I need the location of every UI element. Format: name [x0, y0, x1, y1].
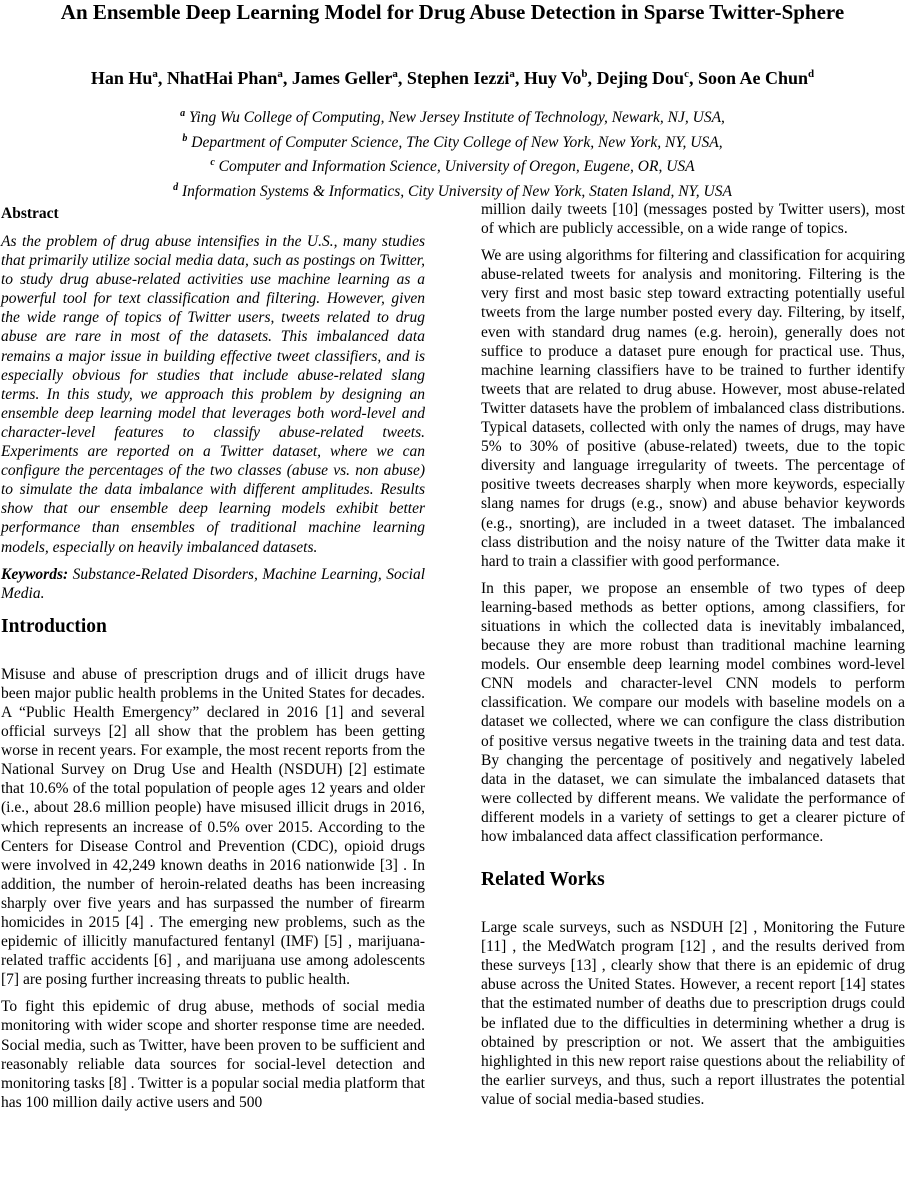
introduction-paragraph: We are using algorithms for filtering and classification for acquiring abuse-related tweets for analysis and monitoring. Filtering is the very first and most basic step toward extracting potentially useful tweets from the large number posted every day. Filtering, by itself, even with standard drug names (e.g. heroin), generally does not suffice to produce a dataset pure enough for practical use. Thus, machine learning classifiers have to be trained to further identify tweets that are related to drug abuse. However, most abuse-related Twitter datasets have the problem of imbalanced class distributions. Typical datasets, collected with only the names of drugs, may have 5% to 30% of positive (abuse-related) tweets, due to the topic diversity and language irregularity of tweets. The percentage of positive tweets decreases sharply when more keywords, especially slang names for drugs (e.g., snow) and abuse behavior keywords (e.g., snorting), are included in a tweet dataset. The imbalanced class distribution and the noisy nature of the Twitter data make it hard to train a classifier with good performance.: [481, 247, 905, 570]
affiliation-list: [0, 104, 905, 202]
author-affiliation-mark: b: [581, 68, 588, 80]
introduction-paragraph: Misuse and abuse of prescription drugs and of illicit drugs have been major public health problems in the United States for decades. A “Public Health Emergency” declared in 2016 [1] and several official surveys [2] all show that the problem has been getting worse in recent years. For example, the most recent reports from the National Survey on Drug Use and Health (NSDUH) [2] estimate that 10.6% of the total population of people ages 12 years and older (i.e., about 28.6 million people) have misused illicit drugs in 2016, which represents an increase of 0.5% over 2015. According to the Centers for Disease Control and Prevention (CDC), opioid drugs were involved in 42,249 known deaths in 2016 nationwide [3] . In addition, the number of heroin-related deaths has been increasing sharply over five years and has surpassed the number of firearm homicides in 2015 [4] . The emerging new problems, such as the epidemic of illicitly manufactured fentanyl (IMF) [5] , marijuana-related traffic accidents [6] , and marijuana use among adolescents [7] are posing further increasing threats to public health.: [1, 665, 425, 989]
author: NhatHai Phan: [166, 68, 278, 88]
abstract-text: As the problem of drug abuse intensifies in the U.S., many studies that primarily utilize social media data, such as postings on Twitter, to study drug abuse-related activities use machine learning as a powerful tool for text classification and filtering. However, given the wide range of topics of Twitter users, tweets related to drug abuse are rare in most of the datasets. This imbalanced data remains a major issue in building effective tweet classifiers, and is especially obvious for studies that include abuse-related slang terms. In this study, we approach this problem by designing an ensemble deep learning model that leverages both word-level and character-level features to classify abuse-related tweets. Experiments are reported on a Twitter dataset, where we can configure the percentages of the two classes (abuse vs. non abuse) to simulate the data imbalance with different amplitudes. Results show that our ensemble deep learning models exhibit better performance than ensembles of traditional machine learning models, especially on heavily imbalanced datasets.: [1, 233, 425, 556]
abstract-heading: Abstract: [1, 205, 59, 222]
related-works-paragraph: Large scale surveys, such as NSDUH [2] , Monitoring the Future [11] , the MedWatch program [12] , and the results derived from these surveys [13] , clearly show that there is an epidemic of drug abuse across the United States. However, a recent report [14] states that the estimated number of deaths due to prescription drugs could be inflated due to the difficulties in determining whether a drug is obtained by prescription or not. We assert that the ambiguities highlighted in this new report raise questions about the reliability of the earlier surveys, and thus, such a report illustrates the potential value of social media-based studies.: [481, 919, 905, 1108]
author-affiliation-mark: a: [152, 68, 158, 80]
author-affiliation-mark: c: [684, 68, 689, 80]
affiliation: $^b$ Department of Computer Science, The City College of New York, New York, NY, USA,: [182, 132, 723, 151]
right-column: [481, 200, 905, 1117]
left-column: [1, 200, 425, 1120]
introduction-paragraph: To fight this epidemic of drug abuse, methods of social media monitoring with wider scope and shorter response time are needed. Social media, such as Twitter, have been proven to be sufficient and reasonably reliable data sources for social-level detection and monitoring tasks [8] . Twitter is a popular social media platform that has 100 million daily active users and 500: [1, 998, 425, 1111]
paper-title: An Ensemble Deep Learning Model for Drug Abuse Detection in Sparse Twitter-Sphere: [60, 0, 845, 24]
author-affiliation-mark: a: [509, 68, 515, 80]
author: Stephen Iezzi: [406, 68, 510, 88]
author: Dejing Dou: [596, 68, 685, 88]
affiliation: $^d$ Information Systems & Informatics, City University of New York, Staten Island, NY, USA: [173, 181, 732, 200]
keywords-label: Keywords:: [1, 565, 69, 583]
author: Han Hu: [90, 68, 153, 88]
author-affiliation-mark: a: [392, 68, 398, 80]
author: Huy Vo: [523, 68, 582, 88]
introduction-paragraph: In this paper, we propose an ensemble of two types of deep learning-based methods as better options, among classifiers, for situations in which the collected data is inevitably imbalanced, because they are more robust than traditional machine learning models. Our ensemble deep learning model combines word-level CNN models and character-level CNN models to perform classification. We compare our models with baseline models on a dataset we collected, where we can configure the class distribution of positive versus negative tweets in the training data and test data. By changing the percentage of positively and negatively labeled data in the dataset, we can simulate the imbalanced datasets that were collected by different means. We validate the performance of different models in a variety of settings to get a clearer picture of how imbalanced data affect classification performance.: [481, 579, 905, 845]
keywords: [1, 565, 425, 603]
related-works-heading: Related Works: [481, 869, 605, 891]
author-affiliation-mark: a: [277, 68, 283, 80]
introduction-paragraph: million daily tweets [10] (messages posted by Twitter users), most of which are publicly accessible, on a wide range of topics.: [481, 201, 905, 238]
affiliation: $^a$ Ying Wu College of Computing, New Jersey Institute of Technology, Newark, NJ, USA,: [180, 108, 725, 127]
author-affiliation-mark: d: [808, 68, 815, 80]
keywords-text: Substance-Related Disorders, Machine Learning, Social Media.: [1, 565, 425, 602]
introduction-heading: Introduction: [1, 615, 107, 637]
author-list: Han Hu$^a$, NhatHai Phan$^a$, James Geller$^a$, Stephen Iezzi$^a$, Huy Vo$^b$, Dejing Dou$^c$, Soon Ae Chun$^d$: [90, 68, 815, 88]
author: James Geller: [291, 68, 393, 88]
author: Soon Ae Chun: [697, 68, 809, 88]
affiliation: $^c$ Computer and Information Science, University of Oregon, Eugene, OR, USA: [210, 157, 695, 176]
